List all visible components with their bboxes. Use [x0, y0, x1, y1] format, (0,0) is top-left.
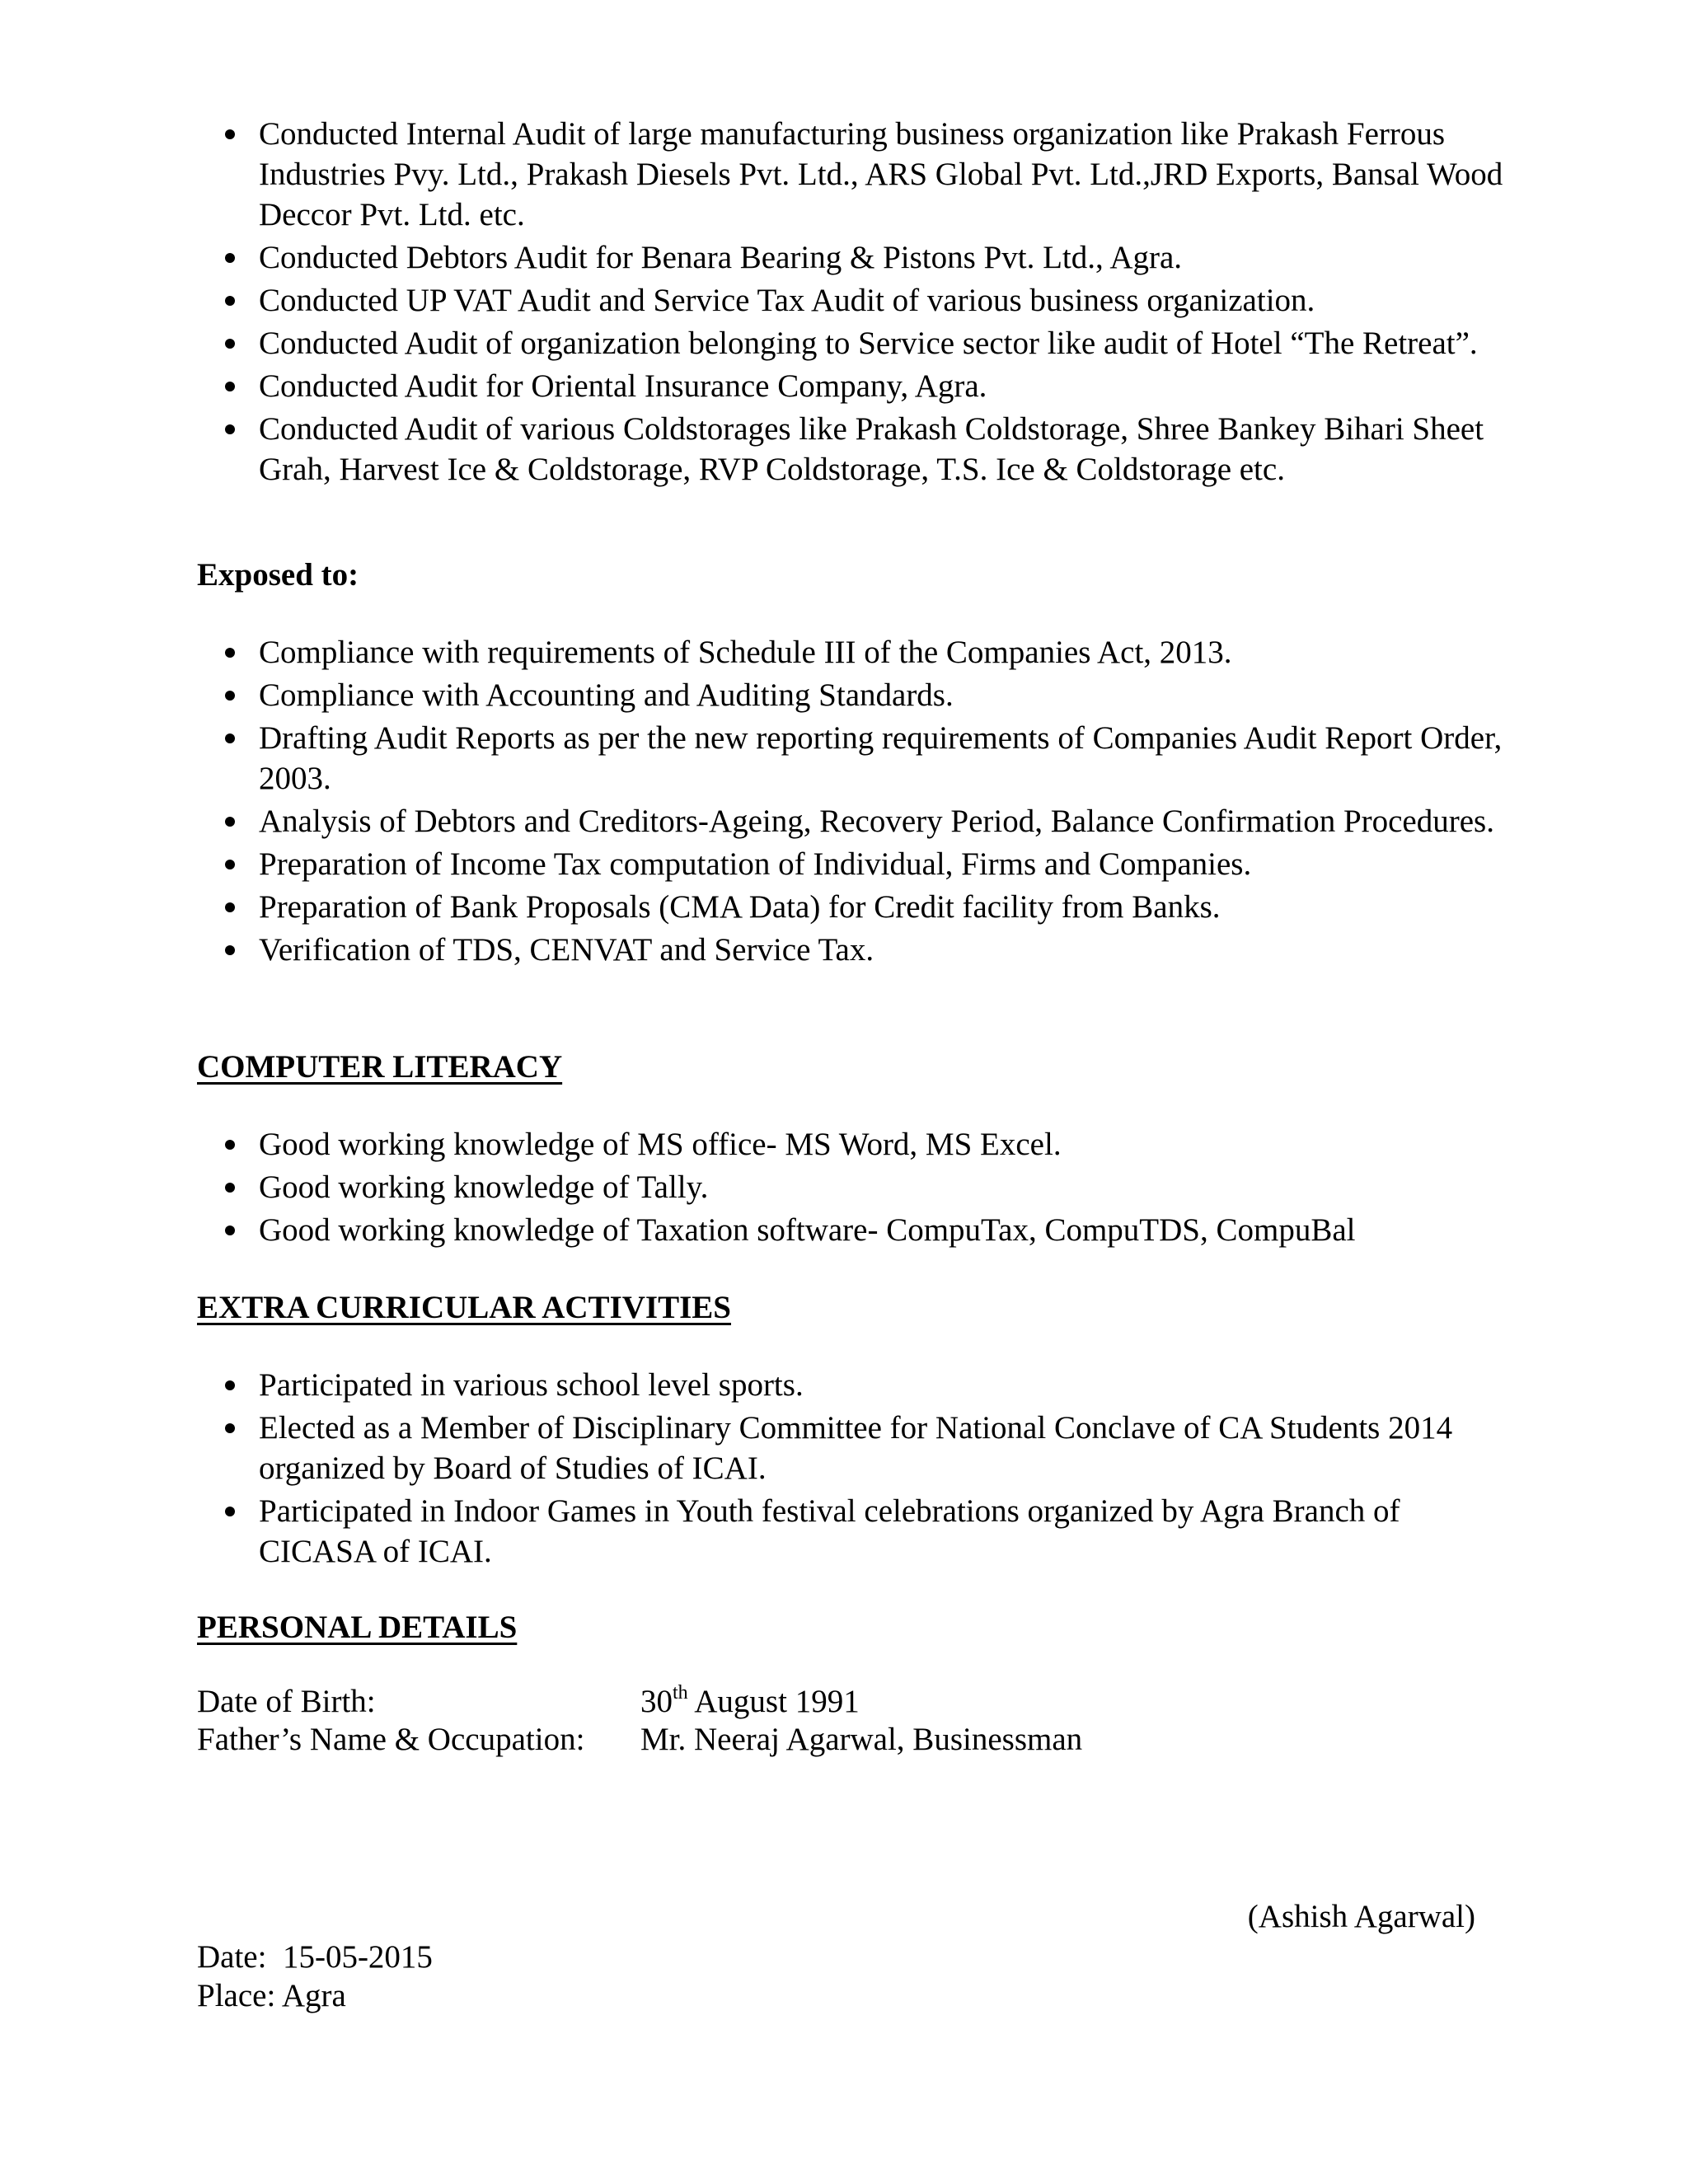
date-of-birth-label: Date of Birth:: [197, 1684, 376, 1719]
exposed-to-item: Preparation of Bank Proposals (CMA Data) for Credit facility from Banks.: [196, 887, 1515, 927]
exposed-to-item: Preparation of Income Tax computation of Individual, Firms and Companies.: [196, 844, 1515, 884]
extra-curricular-item: Participated in Indoor Games in Youth festival celebrations organized by Agra Branch of CICASA of ICAI.: [196, 1491, 1515, 1572]
signature-name: (Ashish Agarwal): [1247, 1899, 1475, 1934]
dob-day: 30: [640, 1684, 673, 1719]
audit-experience-item: Conducted Audit of various Coldstorages like Prakash Coldstorage, Shree Bankey Bihari Sheet Grah, Harvest Ice & Coldstorage, RVP Coldstorage, T.S. Ice & Coldstorage etc.: [196, 409, 1515, 490]
dob-month-year: August 1991: [687, 1684, 860, 1719]
audit-experience-item: Conducted Internal Audit of large manufacturing business organization like Prakash Ferrous Industries Pvy. Ltd., Prakash Diesels Pvt. Ltd., ARS Global Pvt. Ltd.,JRD Exports, Bansal Wood Deccor Pvt. Ltd. etc.: [196, 114, 1515, 235]
exposed-to-item: Drafting Audit Reports as per the new reporting requirements of Companies Audit Report Order, 2003.: [196, 718, 1515, 799]
exposed-to-item: Compliance with requirements of Schedule III of the Companies Act, 2013.: [196, 632, 1515, 673]
father-value: Mr. Neeraj Agarwal, Businessman: [640, 1722, 1083, 1757]
exposed-to-list: [196, 632, 1515, 972]
audit-experience-item: Conducted Audit for Oriental Insurance Company, Agra.: [196, 366, 1515, 406]
extra-curricular-item: Participated in various school level sports.: [196, 1365, 1515, 1405]
date-of-birth-value: [640, 1681, 860, 1722]
exposed-to-item: Verification of TDS, CENVAT and Service Tax.: [196, 930, 1515, 970]
exposed-to-heading: Exposed to:: [197, 557, 359, 593]
audit-experience-item: Conducted Debtors Audit for Benara Bearing & Pistons Pvt. Ltd., Agra.: [196, 237, 1515, 278]
personal-details-heading: PERSONAL DETAILS: [197, 1610, 518, 1645]
audit-experience-list: [196, 114, 1515, 492]
date-line: Date: 15-05-2015: [197, 1939, 433, 1975]
computer-literacy-heading: COMPUTER LITERACY: [197, 1049, 563, 1085]
place-line: Place: Agra: [197, 1978, 346, 2013]
father-label: Father’s Name & Occupation:: [197, 1722, 585, 1757]
computer-literacy-item: Good working knowledge of MS office- MS Word, MS Excel.: [196, 1124, 1515, 1165]
dob-ordinal-suffix: th: [673, 1682, 688, 1704]
audit-experience-item: Conducted UP VAT Audit and Service Tax Audit of various business organization.: [196, 280, 1515, 321]
extra-curricular-heading: EXTRA CURRICULAR ACTIVITIES: [197, 1290, 731, 1325]
extra-curricular-list: [196, 1365, 1515, 1574]
audit-experience-item: Conducted Audit of organization belonging to Service sector like audit of Hotel “The Retreat”.: [196, 323, 1515, 363]
computer-literacy-item: Good working knowledge of Taxation software- CompuTax, CompuTDS, CompuBal: [196, 1210, 1515, 1250]
computer-literacy-list: [196, 1124, 1515, 1253]
extra-curricular-item: Elected as a Member of Disciplinary Committee for National Conclave of CA Students 2014 organized by Board of Studies of ICAI.: [196, 1408, 1515, 1488]
exposed-to-item: Compliance with Accounting and Auditing Standards.: [196, 675, 1515, 715]
computer-literacy-item: Good working knowledge of Tally.: [196, 1167, 1515, 1207]
exposed-to-item: Analysis of Debtors and Creditors-Ageing, Recovery Period, Balance Confirmation Procedures.: [196, 801, 1515, 841]
